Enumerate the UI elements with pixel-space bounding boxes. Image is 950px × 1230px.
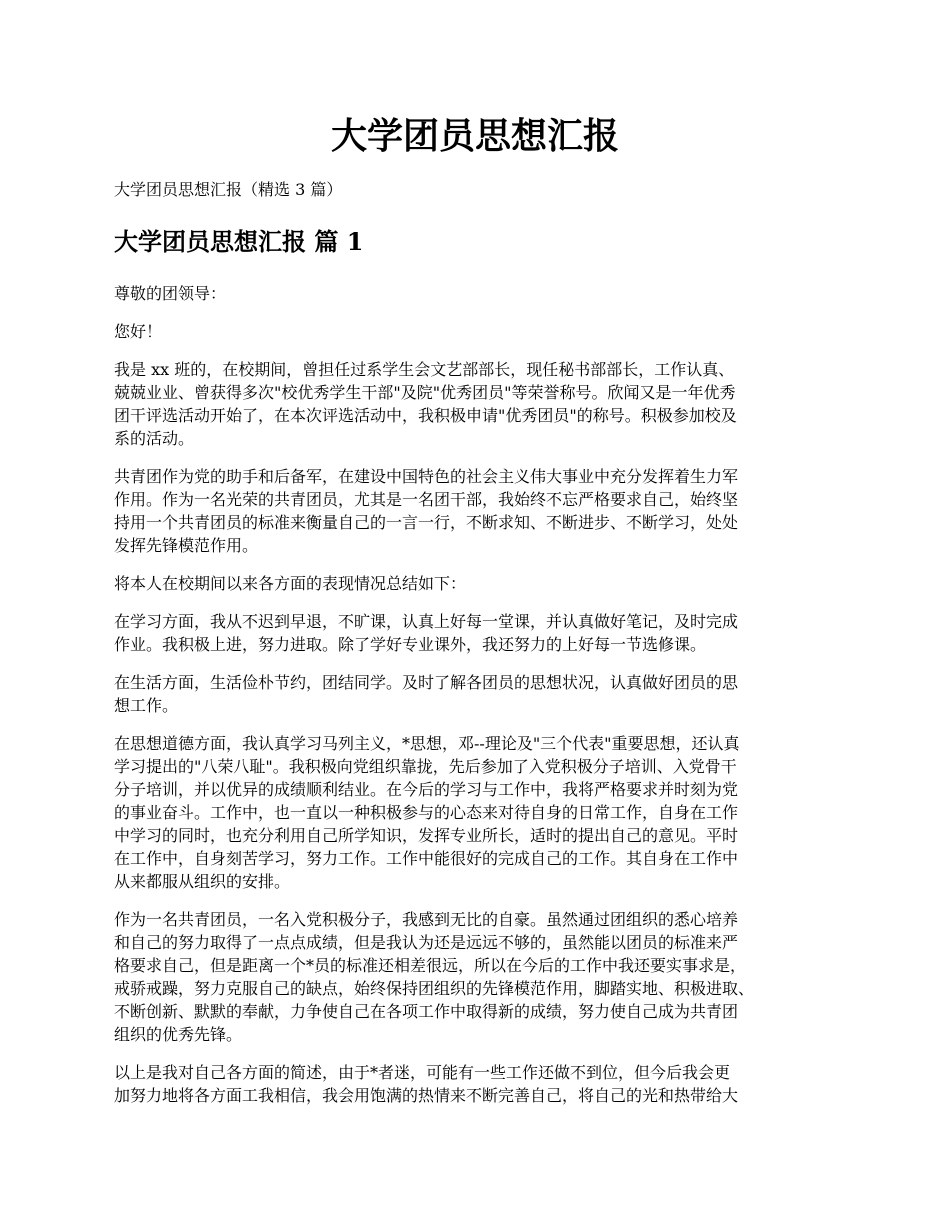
- paragraph-line: 在思想道德方面，我认真学习马列主义，*思想，邓--理论及"三个代表"重要思想，还认真: [114, 734, 740, 753]
- paragraph-line: 团干评选活动开始了，在本次评选活动中，我积极申请"优秀团员"的称号。积极参加校及: [114, 406, 737, 425]
- body-paragraph: [114, 671, 842, 717]
- paragraph-line: 戒骄戒躁，努力克服自己的缺点，始终保持团组织的先锋模范作用，脚踏实地、积极进取、: [114, 979, 755, 998]
- paragraph-line: 尊敬的团领导：: [114, 284, 227, 303]
- body-paragraph: [114, 465, 842, 557]
- body-paragraph: [114, 908, 842, 1046]
- paragraph-line: 共青团作为党的助手和后备军，在建设中国特色的社会主义伟大事业中充分发挥着生力军: [114, 467, 739, 486]
- paragraph-line: 在工作中，自身刻苦学习，努力工作。工作中能很好的完成自己的工作。其自身在工作中: [114, 849, 739, 868]
- paragraph-line: 发挥先锋模范作用。: [114, 536, 259, 555]
- body-paragraph: [114, 732, 842, 893]
- section-heading: 大学团员思想汇报 篇 1: [114, 227, 364, 256]
- document-body: [114, 282, 842, 1122]
- paragraph-line: 作为一名共青团员，一名入党积极分子，我感到无比的自豪。虽然通过团组织的悉心培养: [114, 910, 739, 929]
- document-title: 大学团员思想汇报: [330, 115, 619, 157]
- body-paragraph: [114, 572, 842, 595]
- paragraph-line: 和自己的努力取得了一点点成绩，但是我认为还是远远不够的，虽然能以团员的标准来严: [114, 933, 739, 952]
- paragraph-line: 的事业奋斗。工作中，也一直以一种积极参与的心态来对待自身的日常工作，自身在工作: [114, 803, 739, 822]
- paragraph-line: 我是 xx 班的，在校期间，曾担任过系学生会文艺部部长，现任秘书部部长，工作认真、: [114, 360, 735, 379]
- body-paragraph: [114, 358, 842, 450]
- paragraph-line: 组织的优秀先锋。: [114, 1025, 243, 1044]
- paragraph-line: 学习提出的"八荣八耻"。我积极向党组织靠拢，先后参加了入党积极分子培训、入党骨干: [114, 757, 737, 776]
- paragraph-line: 系的活动。: [114, 429, 195, 448]
- body-paragraph: [114, 320, 842, 343]
- body-paragraph: [114, 282, 842, 305]
- paragraph-line: 您好！: [114, 322, 163, 341]
- document-subtitle: 大学团员思想汇报（精选 3 篇）: [114, 180, 343, 199]
- paragraph-line: 作用。作为一名光荣的共青团员，尤其是一名团干部，我始终不忘严格要求自己，始终坚: [114, 490, 739, 509]
- paragraph-line: 分子培训，并以优异的成绩顺利结业。在今后的学习与工作中，我将严格要求并时刻为党: [114, 780, 739, 799]
- paragraph-line: 中学习的同时，也充分利用自己所学知识，发挥专业所长，适时的提出自己的意见。平时: [114, 826, 739, 845]
- paragraph-line: 从来都服从组织的安排。: [114, 872, 291, 891]
- paragraph-line: 不断创新、默默的奉献，力争使自己在各项工作中取得新的成绩，努力使自己成为共青团: [114, 1002, 739, 1021]
- paragraph-line: 想工作。: [114, 696, 179, 715]
- paragraph-line: 格要求自己，但是距离一个*员的标准还相差很远，所以在今后的工作中我还要实事求是，: [114, 956, 747, 975]
- paragraph-line: 在生活方面，生活俭朴节约，团结同学。及时了解各团员的思想状况，认真做好团员的思: [114, 673, 739, 692]
- paragraph-line: 加努力地将各方面工我相信，我会用饱满的热情来不断完善自己，将自己的光和热带给大: [114, 1086, 739, 1105]
- paragraph-line: 将本人在校期间以来各方面的表现情况总结如下：: [114, 574, 467, 593]
- paragraph-line: 兢兢业业、曾获得多次"校优秀学生干部"及院"优秀团员"等荣誉称号。欣闻又是一年优秀: [114, 383, 736, 402]
- paragraph-line: 作业。我积极上进，努力进取。除了学好专业课外，我还努力的上好每一节选修课。: [114, 635, 707, 654]
- paragraph-line: 以上是我对自己各方面的简述，由于*者迷，可能有一些工作还做不到位，但今后我会更: [114, 1063, 731, 1082]
- body-paragraph: [114, 610, 842, 656]
- paragraph-line: 持用一个共青团员的标准来衡量自己的一言一行，不断求知、不断进步、不断学习，处处: [114, 513, 739, 532]
- body-paragraph: [114, 1061, 842, 1107]
- paragraph-line: 在学习方面，我从不迟到早退，不旷课，认真上好每一堂课，并认真做好笔记，及时完成: [114, 612, 739, 631]
